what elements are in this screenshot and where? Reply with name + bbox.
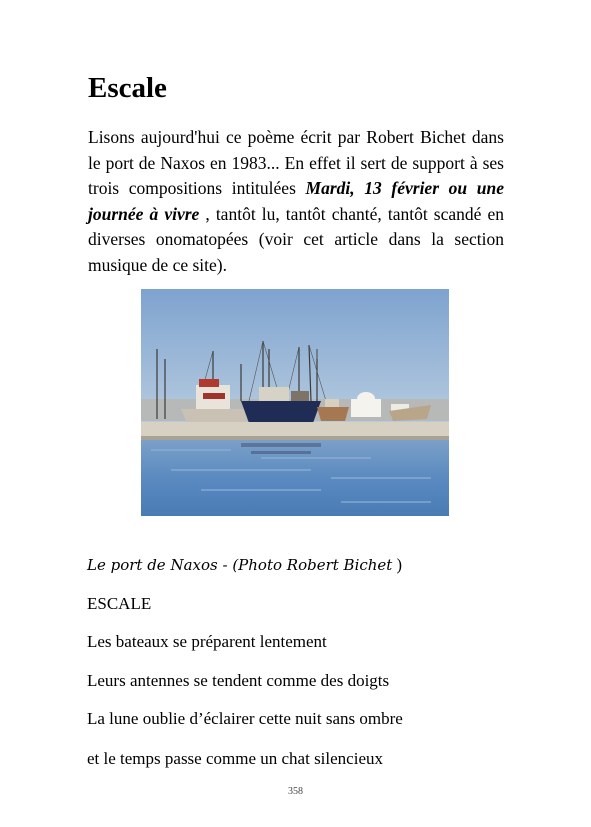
caption-italic: Le port de Naxos - (Photo Robert Bichet [87,556,393,574]
poem-line-4: et le temps passe comme un chat silencieux [87,749,383,768]
intro-text-start: Lisons aujourd'hui ce poème écrit par Robert Bichet dans le port de Naxos en 1983... En effet il sert de support à ses trois compositions intitulées [88,127,504,199]
page-title: Escale [88,72,167,104]
page-number: 358 [288,786,303,797]
caption-end: ) [392,555,402,574]
poem-line-3: La lune oublie d’éclairer cette nuit sans ombre [87,709,403,728]
poem-heading: ESCALE [87,594,152,613]
intro-text-end: , tantôt lu, tantôt chanté, tantôt scandé en diverses onomatopées (voir cet article dans la section musique de ce site). [88,203,504,275]
photo-caption [87,554,402,576]
poem-line-2: Leurs antennes se tendent comme des doigts [87,671,390,690]
harbor-photo [141,289,449,516]
intro-paragraph [88,125,504,279]
poem-line-1: Les bateaux se préparent lentement [87,632,327,651]
composition-title: Mardi, 13 février ou une journée à vivre [88,178,504,224]
